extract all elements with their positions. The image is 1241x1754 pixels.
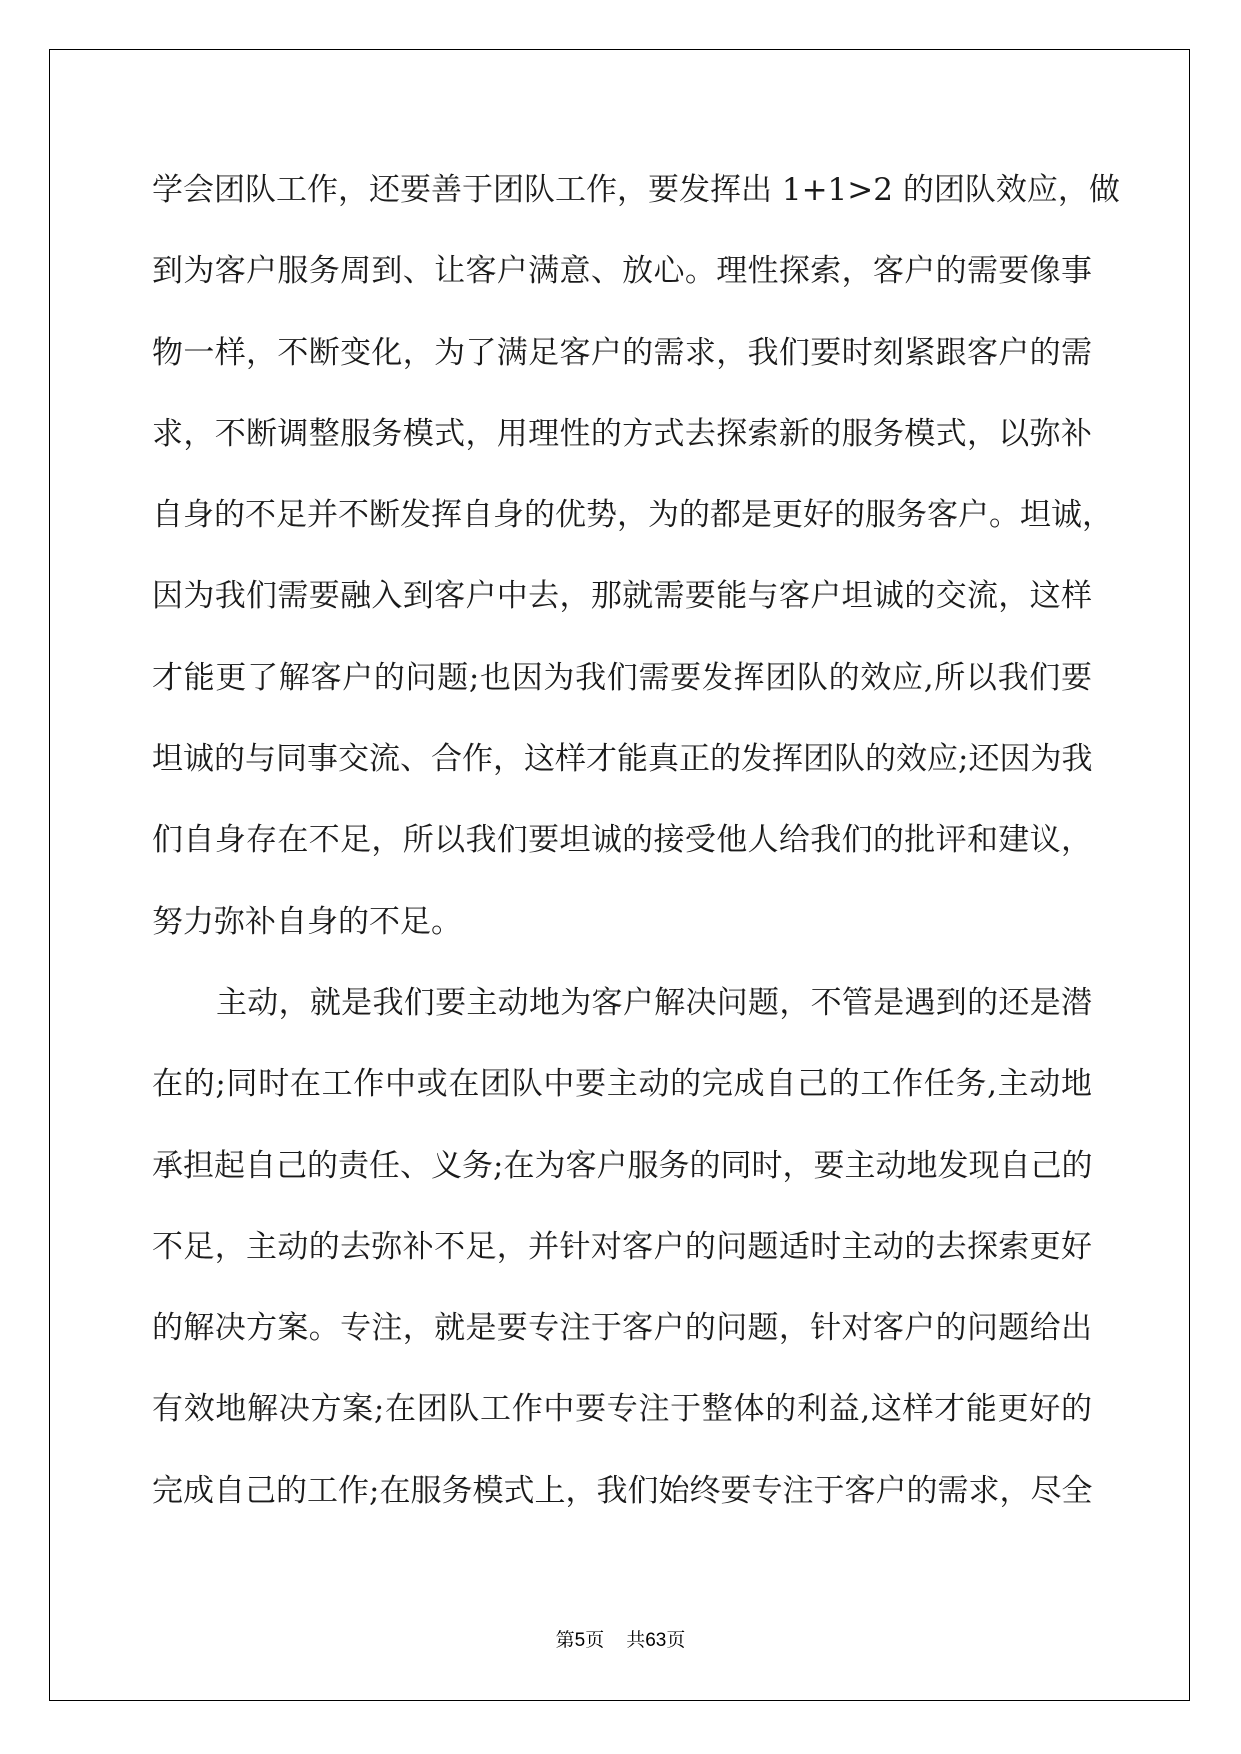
page-suffix: 页 [585, 1630, 605, 1651]
text-line: 物一样，不断变化，为了满足客户的需求，我们要时刻紧跟客户的需 [152, 334, 1092, 371]
page-prefix: 第 [555, 1630, 575, 1651]
text-line: 学会团队工作，还要善于团队工作，要发挥出 1+1>2 的团队效应，做 [152, 172, 1120, 208]
text-line: 因为我们需要融入到客户中去，那就需要能与客户坦诚的交流，这样 [152, 578, 1092, 615]
total-suffix: 页 [666, 1630, 686, 1651]
document-body [152, 160, 1120, 1542]
text-line: 的解决方案。专注，就是要专注于客户的问题，针对客户的问题给出 [152, 1310, 1092, 1347]
text-line: 求，不断调整服务模式，用理性的方式去探索新的服务模式，以弥补 [152, 415, 1092, 452]
page-footer [0, 1625, 1241, 1652]
text-line: 承担起自己的责任、义务;在为客户服务的同时，要主动地发现自己的 [152, 1147, 1093, 1184]
text-line: 到为客户服务周到、让客户满意、放心。理性探索，客户的需要像事 [152, 253, 1092, 290]
text-line: 在的;同时在工作中或在团队中要主动的完成自己的工作任务,主动地 [152, 1066, 1092, 1103]
text-line: 有效地解决方案;在团队工作中要专注于整体的利益,这样才能更好的 [152, 1391, 1092, 1428]
paragraph [152, 973, 1092, 1542]
text-line: 不足，主动的去弥补不足，并针对客户的问题适时主动的去探索更好 [152, 1228, 1092, 1265]
total-prefix: 共 [626, 1630, 646, 1651]
text-line: 自身的不足并不断发挥自身的优势，为的都是更好的服务客户。坦诚， [152, 497, 1113, 534]
text-line: 主动，就是我们要主动地为客户解决问题，不管是遇到的还是潜 [216, 984, 1092, 1021]
text-line: 才能更了解客户的问题;也因为我们需要发挥团队的效应,所以我们要 [152, 659, 1092, 696]
text-line: 坦诚的与同事交流、合作，这样才能真正的发挥团队的效应;还因为我 [152, 741, 1093, 778]
paragraph [152, 160, 1120, 973]
text-line: 们自身存在不足，所以我们要坦诚的接受他人给我们的批评和建议， [152, 822, 1092, 859]
text-line: 努力弥补自身的不足。 [152, 903, 462, 940]
total-pages: 63 [645, 1630, 667, 1651]
text-line: 完成自己的工作;在服务模式上，我们始终要专注于客户的需求，尽全 [152, 1472, 1093, 1509]
page-number: 5 [574, 1630, 586, 1651]
